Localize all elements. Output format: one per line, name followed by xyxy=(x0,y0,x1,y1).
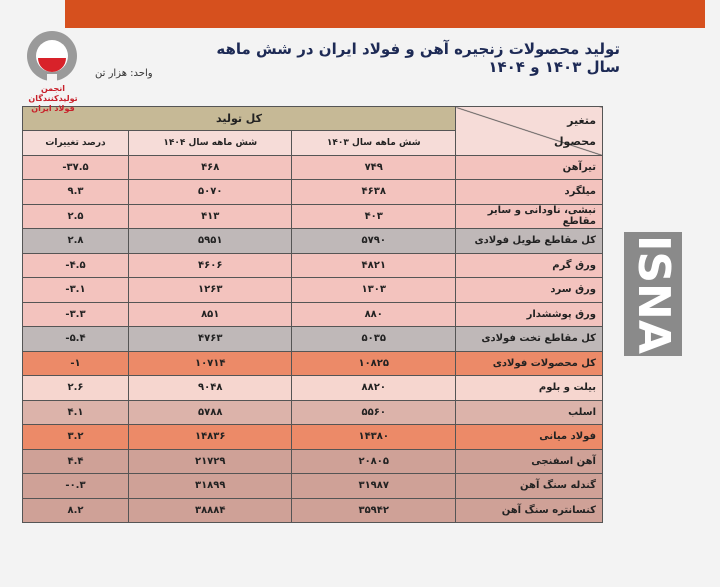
value-1403-cell: ۲۰۸۰۵ xyxy=(292,449,456,474)
product-cell: آهن اسفنجی xyxy=(456,449,603,474)
value-1403-cell: ۱۴۳۸۰ xyxy=(292,425,456,450)
value-1404-cell: ۴۷۶۳ xyxy=(129,327,292,352)
header-corner xyxy=(456,107,603,156)
product-cell: کل محصولات فولادی xyxy=(456,351,603,376)
value-1404-cell: ۲۱۷۲۹ xyxy=(129,449,292,474)
logo-text: انجمن تولیدکنندگان فولاد ایران xyxy=(28,84,78,113)
table-row xyxy=(23,229,603,254)
unit-label: واحد: هزار تن xyxy=(95,68,153,79)
change-cell: -۳.۳ xyxy=(23,302,129,327)
table-row xyxy=(23,278,603,303)
product-cell: ورق سرد xyxy=(456,278,603,303)
value-1404-cell: ۴۱۳ xyxy=(129,204,292,229)
table-row xyxy=(23,449,603,474)
value-1404-cell: ۱۲۶۳ xyxy=(129,278,292,303)
value-1403-cell: ۴۸۲۱ xyxy=(292,253,456,278)
table-row xyxy=(23,498,603,523)
table-row xyxy=(23,302,603,327)
table-row xyxy=(23,474,603,499)
change-cell: ۴.۴ xyxy=(23,449,129,474)
change-cell: -۳۷.۵ xyxy=(23,155,129,180)
change-cell: ۴.۱ xyxy=(23,400,129,425)
value-1404-cell: ۵۹۵۱ xyxy=(129,229,292,254)
header-variable: متغیر xyxy=(567,113,596,127)
product-cell: ورق پوششدار xyxy=(456,302,603,327)
change-cell: -۰.۳ xyxy=(23,474,129,499)
product-cell: تیرآهن xyxy=(456,155,603,180)
table-row xyxy=(23,425,603,450)
value-1404-cell: ۸۵۱ xyxy=(129,302,292,327)
product-cell: نبشی، ناودانی و سایر مقاطع xyxy=(456,204,603,229)
product-cell: بیلت و بلوم xyxy=(456,376,603,401)
change-cell: -۵.۴ xyxy=(23,327,129,352)
value-1403-cell: ۳۵۹۴۲ xyxy=(292,498,456,523)
table-row xyxy=(23,204,603,229)
header-product: محصول xyxy=(553,134,596,148)
change-cell: -۱ xyxy=(23,351,129,376)
value-1403-cell: ۱۰۸۲۵ xyxy=(292,351,456,376)
header-1403: شش ماهه سال ۱۴۰۳ xyxy=(292,131,456,156)
value-1404-cell: ۱۰۷۱۴ xyxy=(129,351,292,376)
production-table xyxy=(22,106,603,523)
header-change: درصد تغییرات xyxy=(23,131,129,156)
product-cell: گندله سنگ آهن xyxy=(456,474,603,499)
association-logo xyxy=(25,30,79,82)
change-cell: ۲.۶ xyxy=(23,376,129,401)
value-1404-cell: ۵۰۷۰ xyxy=(129,180,292,205)
value-1403-cell: ۸۸۰ xyxy=(292,302,456,327)
value-1403-cell: ۵۰۳۵ xyxy=(292,327,456,352)
table-row xyxy=(23,400,603,425)
value-1403-cell: ۷۴۹ xyxy=(292,155,456,180)
value-1403-cell: ۵۵۶۰ xyxy=(292,400,456,425)
page-title: تولید محصولات زنجیره آهن و فولاد ایران در شش ماهه سال ۱۴۰۳ و ۱۴۰۴ xyxy=(216,40,620,76)
value-1404-cell: ۱۴۸۳۶ xyxy=(129,425,292,450)
change-cell: ۲.۸ xyxy=(23,229,129,254)
change-cell: ۸.۲ xyxy=(23,498,129,523)
change-cell: ۲.۵ xyxy=(23,204,129,229)
value-1403-cell: ۳۱۹۸۷ xyxy=(292,474,456,499)
value-1404-cell: ۹۰۴۸ xyxy=(129,376,292,401)
product-cell: اسلب xyxy=(456,400,603,425)
value-1404-cell: ۴۶۰۶ xyxy=(129,253,292,278)
value-1403-cell: ۴۰۳ xyxy=(292,204,456,229)
product-cell: میلگرد xyxy=(456,180,603,205)
product-cell: کل مقاطع طویل فولادی xyxy=(456,229,603,254)
table-row xyxy=(23,253,603,278)
value-1404-cell: ۳۸۸۸۴ xyxy=(129,498,292,523)
value-1403-cell: ۸۸۲۰ xyxy=(292,376,456,401)
header-1404: شش ماهه سال ۱۴۰۴ xyxy=(129,131,292,156)
value-1403-cell: ۱۳۰۳ xyxy=(292,278,456,303)
change-cell: -۴.۵ xyxy=(23,253,129,278)
table-row xyxy=(23,376,603,401)
top-banner xyxy=(65,0,705,28)
value-1404-cell: ۴۶۸ xyxy=(129,155,292,180)
change-cell: ۹.۳ xyxy=(23,180,129,205)
table-row xyxy=(23,155,603,180)
product-cell: کنسانتره سنگ آهن xyxy=(456,498,603,523)
value-1404-cell: ۳۱۸۹۹ xyxy=(129,474,292,499)
isna-watermark: ISNA xyxy=(624,232,682,356)
value-1403-cell: ۴۶۳۸ xyxy=(292,180,456,205)
table-row xyxy=(23,351,603,376)
table-row xyxy=(23,180,603,205)
change-cell: ۳.۲ xyxy=(23,425,129,450)
value-1404-cell: ۵۷۸۸ xyxy=(129,400,292,425)
header-total: کل تولید xyxy=(23,107,456,131)
product-cell: ورق گرم xyxy=(456,253,603,278)
change-cell: -۳.۱ xyxy=(23,278,129,303)
product-cell: کل مقاطع تخت فولادی xyxy=(456,327,603,352)
product-cell: فولاد میانی xyxy=(456,425,603,450)
value-1403-cell: ۵۷۹۰ xyxy=(292,229,456,254)
table-row xyxy=(23,327,603,352)
